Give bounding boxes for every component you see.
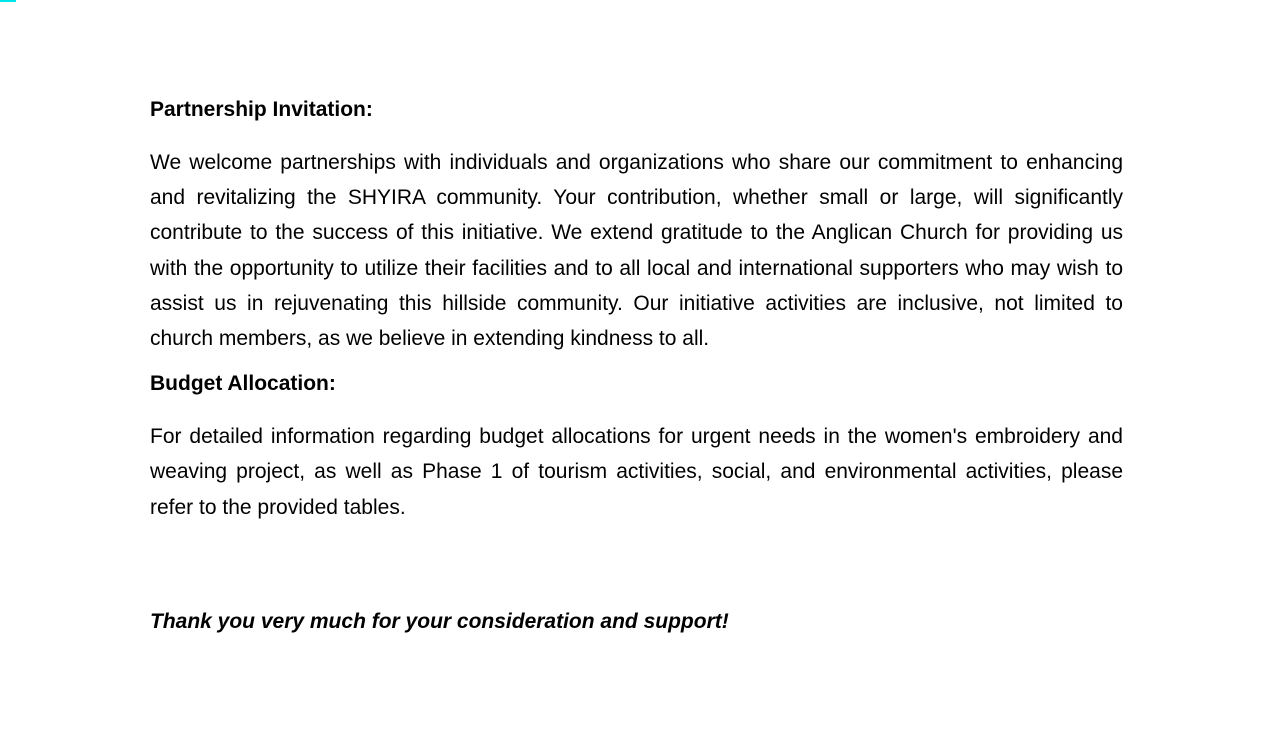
partnership-paragraph: We welcome partnerships with individuals and organizations who share our commitment to enhancing and revitalizing the SHYIRA community. Your contribution, whether small or large, will significantly contribute to the success of this initiative. We extend gratitude to the Anglican Church for providing us with the opportunity to utilize their facilities and to all local and international supporters who may wish to assist us in rejuvenating this hillside community. Our initiative activities are inclusive, not limited to church members, as we believe in extending kindness to all. (150, 151, 1123, 351)
document-page (150, 94, 1123, 638)
corner-marker (0, 0, 16, 2)
closing-thanks: Thank you very much for your consideration and support! (150, 609, 729, 633)
partnership-heading: Partnership Invitation: (150, 98, 373, 121)
budget-paragraph: For detailed information regarding budget allocations for urgent needs in the women's embroidery and weaving project, as well as Phase 1 of tourism activities, social, and environmental activities, please refer to the provided tables. (150, 425, 1123, 519)
budget-heading: Budget Allocation: (150, 372, 336, 396)
